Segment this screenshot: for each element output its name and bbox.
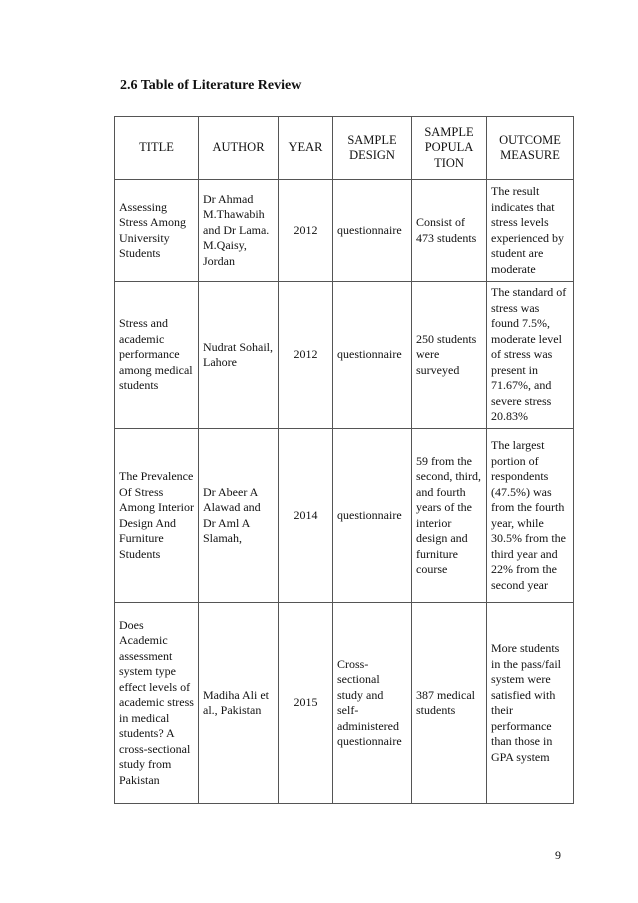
cell-author: Madiha Ali et al., Pakistan xyxy=(199,603,279,804)
cell-population: Consist of 473 students xyxy=(412,180,487,282)
cell-year: 2012 xyxy=(279,282,333,429)
header-author: AUTHOR xyxy=(199,117,279,180)
header-outcome-measure: OUTCOME MEASURE xyxy=(487,117,574,180)
cell-outcome: More students in the pass/fail system were satisfied with their performance than those in GPA system xyxy=(487,603,574,804)
cell-author: Dr Abeer A Alawad and Dr Aml A Slamah, xyxy=(199,429,279,603)
table-row xyxy=(115,603,574,804)
cell-design: questionnaire xyxy=(333,180,412,282)
cell-title: Stress and academic performance among medical students xyxy=(115,282,199,429)
table-header-row xyxy=(115,117,574,180)
cell-population: 387 medical students xyxy=(412,603,487,804)
cell-title: Does Academic assessment system type effect levels of academic stress in medical students? A cross-sectional study from Pakistan xyxy=(115,603,199,804)
cell-title: The Prevalence Of Stress Among Interior Design And Furniture Students xyxy=(115,429,199,603)
header-sample-design: SAMPLE DESIGN xyxy=(333,117,412,180)
cell-outcome: The largest portion of respondents (47.5%) was from the fourth year, while 30.5% from the third year and 22% from the second year xyxy=(487,429,574,603)
page-number: 9 xyxy=(555,848,561,862)
cell-title: Assessing Stress Among University Students xyxy=(115,180,199,282)
literature-review-table xyxy=(114,116,574,804)
cell-design: questionnaire xyxy=(333,429,412,603)
cell-population: 250 students were surveyed xyxy=(412,282,487,429)
cell-year: 2012 xyxy=(279,180,333,282)
cell-outcome: The standard of stress was found 7.5%, moderate level of stress was present in 71.67%, and severe stress 20.83% xyxy=(487,282,574,429)
cell-population: 59 from the second, third, and fourth years of the interior design and furniture course xyxy=(412,429,487,603)
cell-year: 2014 xyxy=(279,429,333,603)
cell-author: Nudrat Sohail, Lahore xyxy=(199,282,279,429)
table-row xyxy=(115,282,574,429)
header-sample-population: SAMPLE POPULA TION xyxy=(412,117,487,180)
section-heading: 2.6 Table of Literature Review xyxy=(120,78,302,93)
table-row xyxy=(115,180,574,282)
header-title: TITLE xyxy=(115,117,199,180)
header-year: YEAR xyxy=(279,117,333,180)
cell-author: Dr Ahmad M.Thawabih and Dr Lama. M.Qaisy, Jordan xyxy=(199,180,279,282)
cell-design: Cross-sectional study and self-administered questionnaire xyxy=(333,603,412,804)
cell-design: questionnaire xyxy=(333,282,412,429)
cell-year: 2015 xyxy=(279,603,333,804)
cell-outcome: The result indicates that stress levels experienced by student are moderate xyxy=(487,180,574,282)
table-row xyxy=(115,429,574,603)
